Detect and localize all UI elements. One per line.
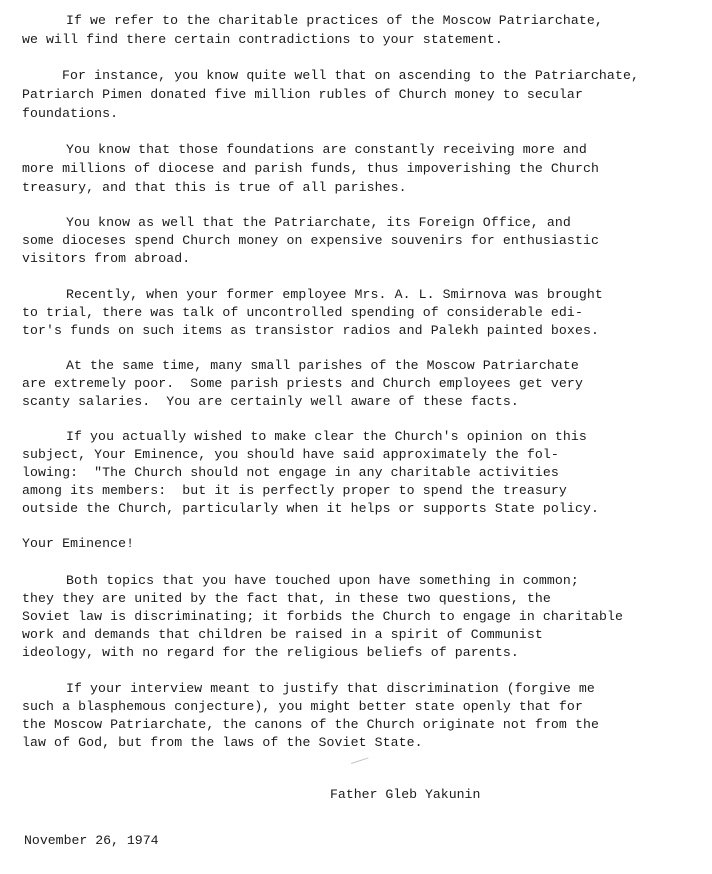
paragraph-10-line-3: the Moscow Patriarchate, the canons of the Church originate not from the xyxy=(22,717,599,732)
pen-mark xyxy=(351,757,371,771)
paragraph-9-line-5: ideology, with no regard for the religious beliefs of parents. xyxy=(22,645,519,660)
paragraph-2-line-3: foundations. xyxy=(22,106,119,121)
paragraph-1-line-1: If we refer to the charitable practices of the Moscow Patriarchate, xyxy=(66,13,603,28)
paragraph-4-line-2: some dioceses spend Church money on expensive souvenirs for enthusiastic xyxy=(22,233,599,248)
paragraph-5-line-1: Recently, when your former employee Mrs. A. L. Smirnova was brought xyxy=(66,287,603,302)
paragraph-5-line-2: to trial, there was talk of uncontrolled spending of considerable edi- xyxy=(22,305,583,320)
paragraph-2-line-1: For instance, you know quite well that on ascending to the Patriarchate, xyxy=(62,68,639,83)
paragraph-7-line-5: outside the Church, particularly when it helps or supports State policy. xyxy=(22,501,599,516)
paragraph-10-line-2: such a blasphemous conjecture), you might better state openly that for xyxy=(22,699,583,714)
paragraph-6-line-2: are extremely poor. Some parish priests and Church employees get very xyxy=(22,376,583,391)
paragraph-9-line-2: they they are united by the fact that, in these two questions, the xyxy=(22,591,551,606)
paragraph-9-line-1: Both topics that you have touched upon have something in common; xyxy=(66,573,579,588)
paragraph-7-line-1: If you actually wished to make clear the Church's opinion on this xyxy=(66,429,587,444)
paragraph-7-line-4: among its members: but it is perfectly proper to spend the treasury xyxy=(22,483,567,498)
paragraph-7-line-2: subject, Your Eminence, you should have said approximately the fol- xyxy=(22,447,559,462)
paragraph-4-line-3: visitors from abroad. xyxy=(22,251,191,266)
signature: Father Gleb Yakunin xyxy=(330,787,481,802)
paragraph-10-line-4: law of God, but from the laws of the Soviet State. xyxy=(22,735,423,750)
paragraph-3-line-1: You know that those foundations are constantly receiving more and xyxy=(66,142,587,157)
paragraph-5-line-3: tor's funds on such items as transistor radios and Palekh painted boxes. xyxy=(22,323,599,338)
paragraph-3-line-2: more millions of diocese and parish funds, thus impoverishing the Church xyxy=(22,161,599,176)
paragraph-6-line-1: At the same time, many small parishes of the Moscow Patriarchate xyxy=(66,358,579,373)
paragraph-1-line-2: we will find there certain contradictions to your statement. xyxy=(22,32,503,47)
paragraph-9-line-3: Soviet law is discriminating; it forbids the Church to engage in charitable xyxy=(22,609,624,624)
paragraph-6-line-3: scanty salaries. You are certainly well aware of these facts. xyxy=(22,394,519,409)
paragraph-10-line-1: If your interview meant to justify that discrimination (forgive me xyxy=(66,681,595,696)
paragraph-3-line-3: treasury, and that this is true of all parishes. xyxy=(22,180,407,195)
paragraph-2-line-2: Patriarch Pimen donated five million rubles of Church money to secular xyxy=(22,87,583,102)
paragraph-9-line-4: work and demands that children be raised in a spirit of Communist xyxy=(22,627,543,642)
paragraph-4-line-1: You know as well that the Patriarchate, its Foreign Office, and xyxy=(66,215,571,230)
salutation: Your Eminence! xyxy=(22,536,135,551)
paragraph-7-line-3: lowing: "The Church should not engage in any charitable activities xyxy=(22,465,559,480)
date-line: November 26, 1974 xyxy=(24,833,159,848)
